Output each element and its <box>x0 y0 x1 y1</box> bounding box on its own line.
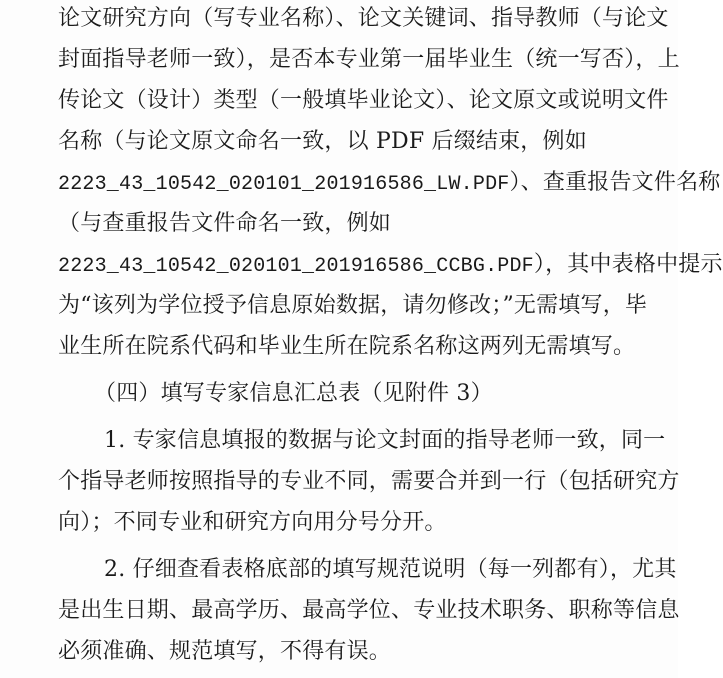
paragraph-line: 是出生日期、最高学历、最高学位、专业技术职务、职称等信息 <box>58 598 680 623</box>
paragraph-line: 2. 仔细查看表格底部的填写规范说明（每一列都有），尤其 <box>104 557 677 582</box>
filename-example: 2223_43_10542_020101_201916586_LW.PDF <box>58 173 510 196</box>
paragraph-line: 2223_43_10542_020101_201916586_CCBG.PDF），其中表格中提示 <box>58 252 723 278</box>
paragraph-line: 必须准确、规范填写，不得有误。 <box>58 639 392 664</box>
paragraph-line: 向）；不同专业和研究方向用分号分开。 <box>58 510 447 535</box>
paragraph-line: 传论文（设计）类型（一般填毕业论文）、论文原文或说明文件 <box>58 88 669 113</box>
section-heading: （四）填写专家信息汇总表（见附件 3） <box>94 381 493 406</box>
paragraph-line: 1. 专家信息填报的数据与论文封面的指导老师一致，同一 <box>104 428 666 453</box>
paragraph-line: （与查重报告文件命名一致，例如 <box>58 211 392 236</box>
filename-example: 2223_43_10542_020101_201916586_CCBG.PDF <box>58 255 534 278</box>
paragraph-line: 封面指导老师一致），是否本专业第一届毕业生（统一写否），上 <box>58 47 680 72</box>
paragraph-line: 为“该列为学位授予信息原始数据，请勿修改；”无需填写，毕 <box>58 293 648 318</box>
paragraph-line: 论文研究方向（写专业名称）、论文关键词、指导教师（与论文 <box>58 6 669 31</box>
paragraph-line: 个指导老师按照指导的专业不同，需要合并到一行（包括研究方 <box>58 469 680 494</box>
paragraph-line: 名称（与论文原文命名一致，以 PDF 后缀结束，例如 <box>58 129 587 154</box>
paragraph-line: 2223_43_10542_020101_201916586_LW.PDF）、查重报告文件名称 <box>58 170 721 196</box>
paragraph-line: 业生所在院系代码和毕业生所在院系名称这两列无需填写。 <box>58 334 636 359</box>
